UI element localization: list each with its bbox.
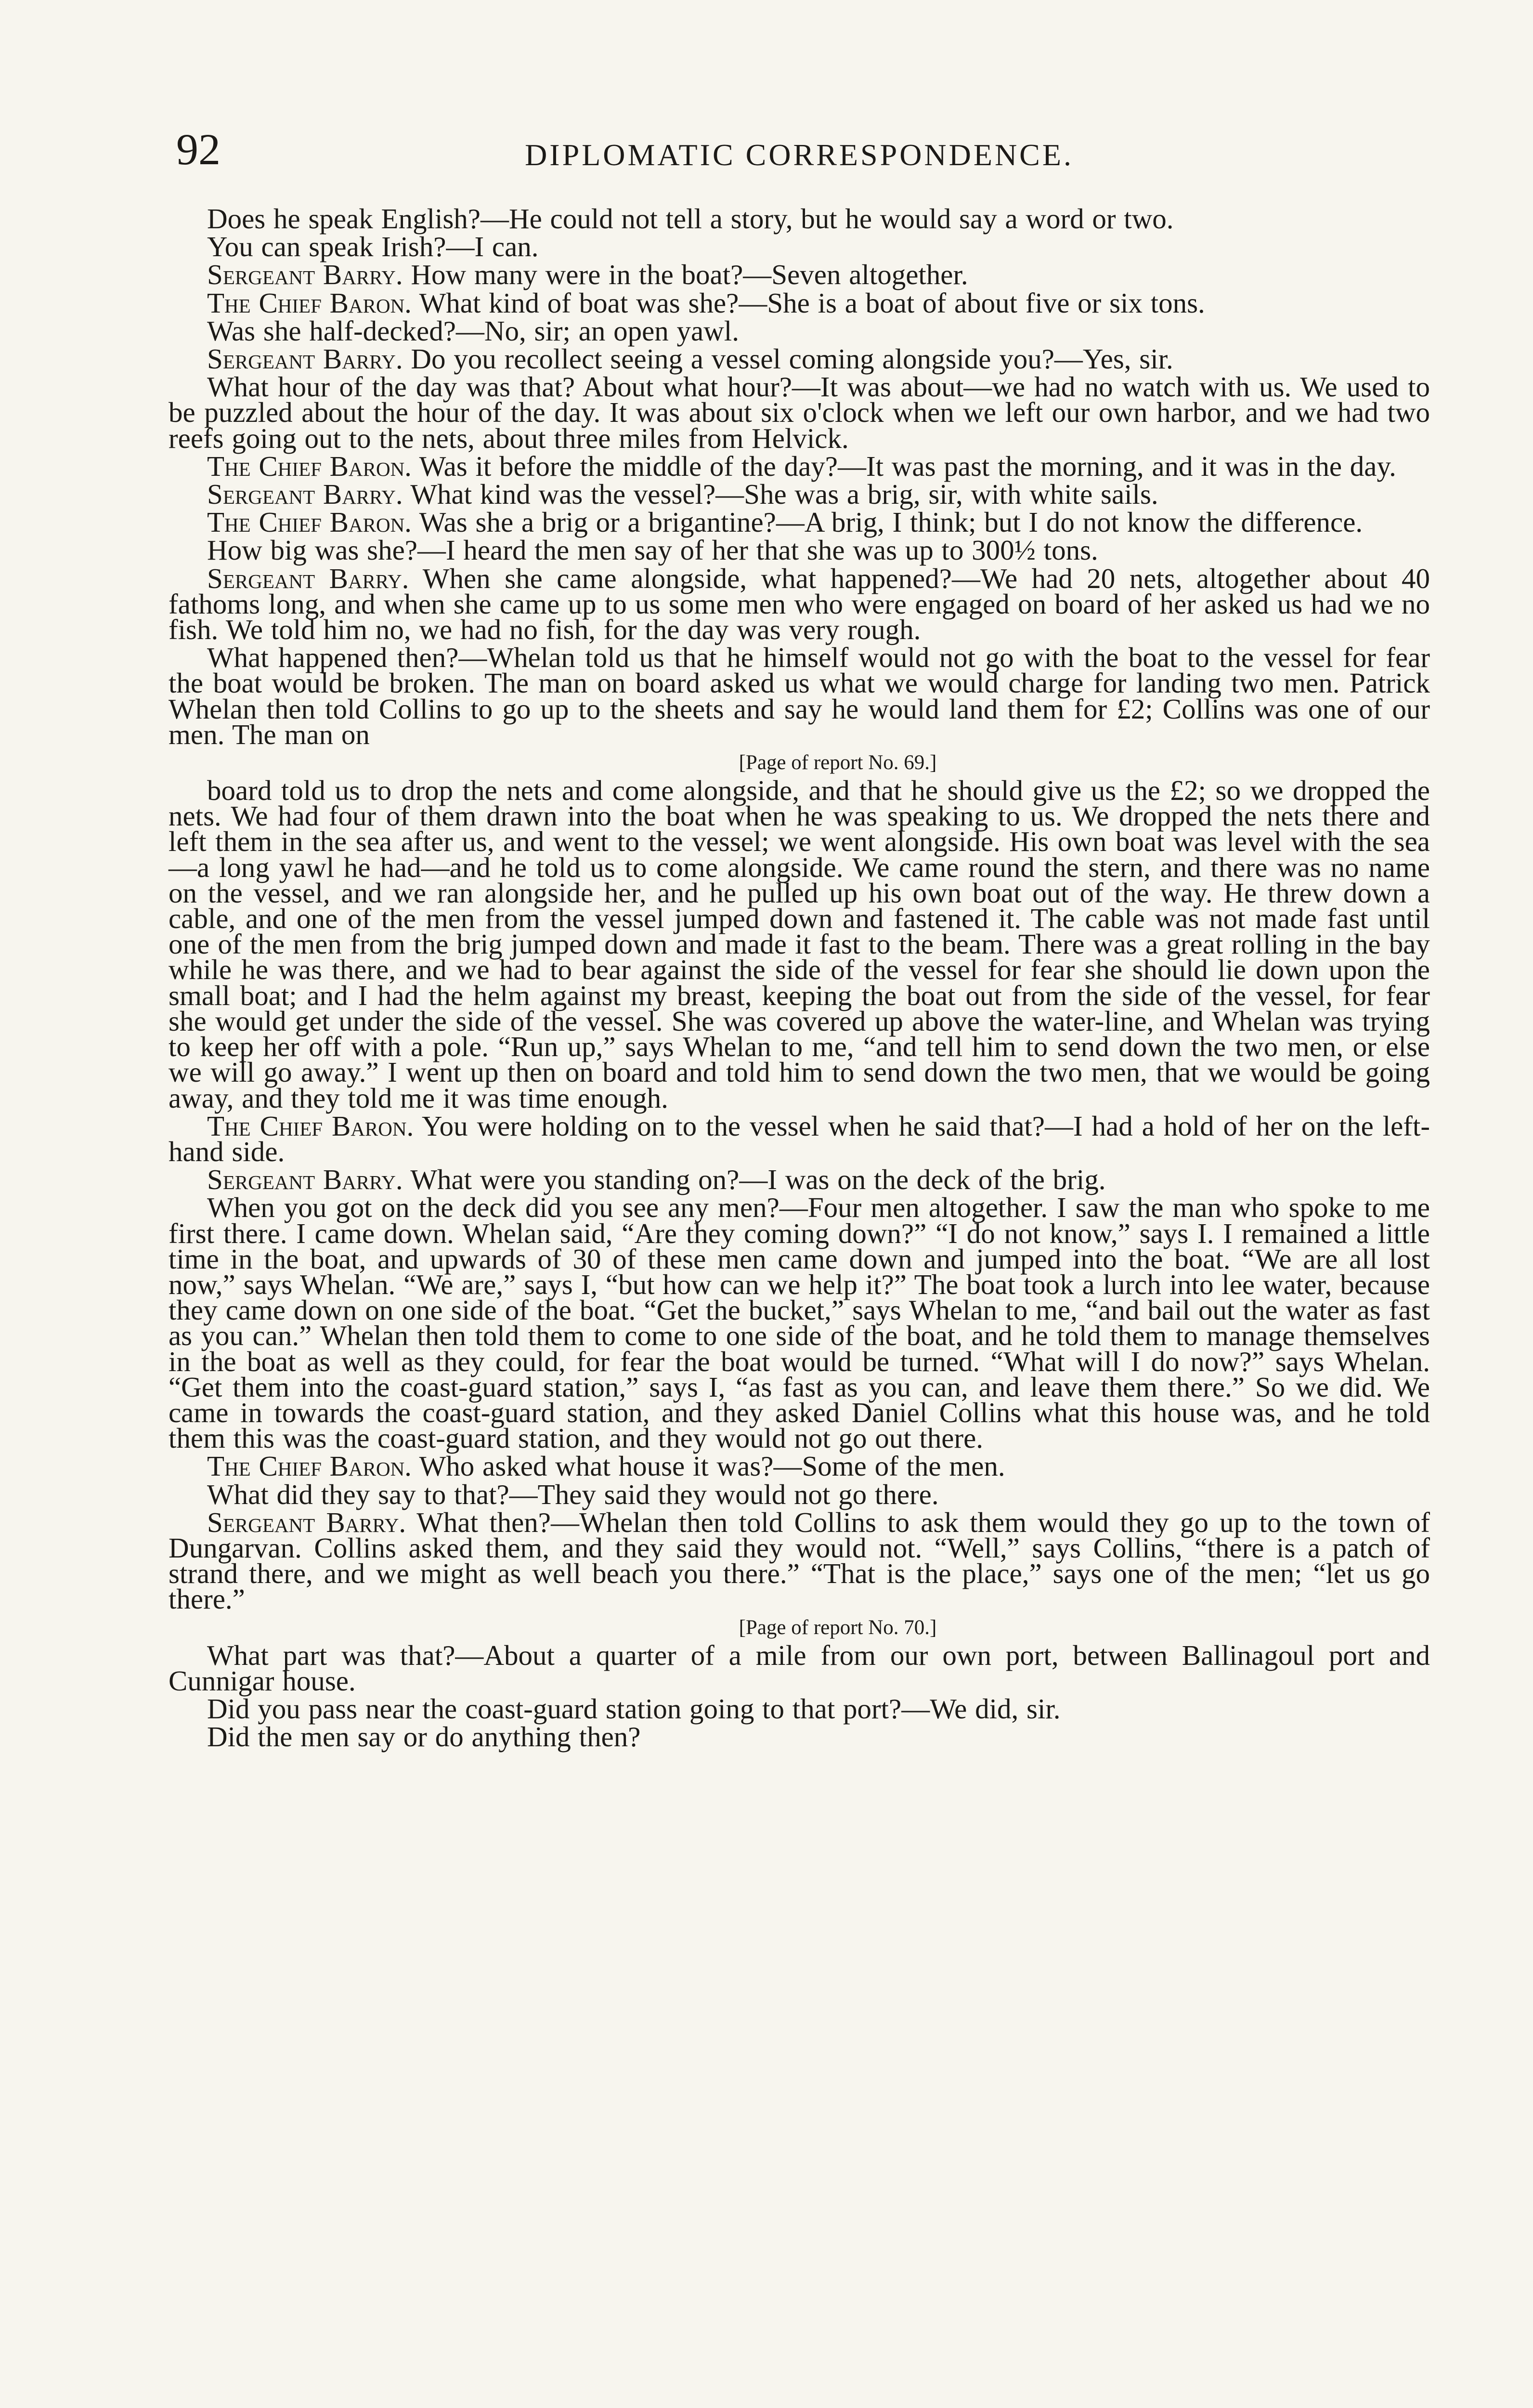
speaker-name: Sergeant Barry.	[207, 1164, 403, 1196]
document-page	[169, 125, 1430, 1752]
testimony-section-2	[169, 774, 1430, 1615]
testimony-paragraph	[169, 774, 1430, 1114]
paragraph-text: Was she half-decked?—No, sir; an open yawl.	[207, 314, 739, 347]
speaker-name: Sergeant Barry.	[207, 259, 403, 291]
testimony-paragraph	[169, 1721, 1430, 1753]
testimony-paragraph	[169, 450, 1430, 482]
paragraph-text: When you got on the deck did you see any men?—Four men altogether. I saw the man who spoke to me first there. I came down. Whelan said, “Are they coming down?” “I do not know,” says I. I remained a little time in the boat, and upwards of 30 of these men came down and jumped into the boat. “We are all lost now,” says Whelan. “We are,” says I, “but how can we help it?” The boat took a lurch into lee water, because they came down on one side of the boat. “Get the bucket,” says Whelan to me, “and bail out the water as fast as you can.” Whelan then told them to come to one side of the boat, and he told them to manage themselves in the boat as well as they could, for fear the boat would be turned. “What will I do now?” says Whelan. “Get them into the coast-guard station,” says I, “as fast as you can, and leave them there.” So we did. We came in towards the coast-guard station, and they asked Daniel Collins what this house was, and he told them this was the coast-guard station, and they would not go out there.	[169, 1191, 1430, 1454]
page-body	[169, 203, 1430, 1753]
paragraph-text: How many were in the boat?—Seven altogether.	[411, 259, 968, 291]
testimony-section-3	[169, 1639, 1430, 1753]
paragraph-text: What did they say to that?—They said they would not go there.	[207, 1478, 939, 1510]
speaker-name: The Chief Baron.	[207, 506, 412, 538]
speaker-name: The Chief Baron.	[207, 287, 412, 319]
testimony-paragraph	[169, 259, 1430, 291]
paragraph-text: What hour of the day was that? About what hour?—It was about—we had no watch with us. We used to be puzzled about the hour of the day. It was about six o'clock when we left our own harbor, and we had two reefs going out to the nets, about three miles from Helvick.	[169, 371, 1430, 454]
paragraph-text: What then?—Whelan then told Collins to ask them would they go up to the town of Dungarvan. Collins asked them, and they said they would not. “Well,” says Collins, “there is a patch of strand there, and we might as well beach you there.” “That is the place,” says one of the men; “let us go there.”	[169, 1506, 1430, 1615]
paragraph-text: Who asked what house it was?—Some of the men.	[419, 1450, 1005, 1482]
testimony-paragraph	[169, 1506, 1430, 1615]
paragraph-text: Did you pass near the coast-guard station going to that port?—We did, sir.	[207, 1692, 1061, 1725]
testimony-paragraph	[169, 641, 1430, 750]
page-number: 92	[176, 125, 221, 174]
testimony-paragraph	[169, 478, 1430, 510]
paragraph-text: How big was she?—I heard the men say of her that she was up to 300½ tons.	[207, 534, 1098, 566]
testimony-paragraph	[169, 1164, 1430, 1196]
testimony-paragraph	[169, 1110, 1430, 1167]
speaker-name: Sergeant Barry.	[207, 343, 403, 375]
testimony-paragraph	[169, 1692, 1430, 1725]
testimony-paragraph	[169, 1191, 1430, 1454]
paragraph-text: Did the men say or do anything then?	[207, 1721, 641, 1753]
testimony-paragraph	[169, 1639, 1430, 1697]
testimony-paragraph	[169, 287, 1430, 319]
testimony-paragraph	[169, 534, 1430, 566]
paragraph-text: What happened then?—Whelan told us that he himself would not go with the boat to the vessel for fear the boat would be broken. The man on board asked us what we would charge for landing two men. Patrick Whelan then told Collins to go up to the sheets and say he would land them for £2; Collins was one of our men. The man on	[169, 641, 1430, 750]
speaker-name: The Chief Baron.	[207, 1450, 412, 1482]
speaker-name: Sergeant Barry.	[207, 1506, 406, 1538]
testimony-paragraph	[169, 1478, 1430, 1510]
paragraph-text: Does he speak English?—He could not tell a story, but he would say a word or two.	[207, 203, 1174, 235]
paragraph-text: Was it before the middle of the day?—It was past the morning, and it was in the day.	[419, 450, 1396, 482]
running-title: DIPLOMATIC CORRESPONDENCE.	[525, 138, 1074, 172]
paragraph-text: You can speak Irish?—I can.	[207, 231, 539, 263]
speaker-name: Sergeant Barry.	[207, 478, 403, 510]
paragraph-text: What kind of boat was she?—She is a boat of about five or six tons.	[419, 287, 1205, 319]
paragraph-text: Do you recollect seeing a vessel coming alongside you?—Yes, sir.	[411, 343, 1173, 375]
testimony-paragraph	[169, 231, 1430, 263]
testimony-paragraph	[169, 343, 1430, 375]
page-header	[169, 125, 1430, 183]
testimony-paragraph	[169, 562, 1430, 646]
speaker-name: Sergeant Barry.	[207, 562, 409, 594]
paragraph-text: You were holding on to the vessel when he said that?—I had a hold of her on the left-hand side.	[169, 1110, 1430, 1167]
paragraph-text: When she came alongside, what happened?—We had 20 nets, altogether about 40 fathoms long, and when she came up to us some men who were engaged on board of her asked us had we no fish. We told him no, we had no fish, for the day was very rough.	[169, 562, 1430, 646]
paragraph-text: What were you standing on?—I was on the deck of the brig.	[410, 1164, 1106, 1196]
page-report-marker: [Page of report No. 70.]	[739, 1616, 937, 1639]
testimony-paragraph	[169, 1450, 1430, 1482]
speaker-name: The Chief Baron.	[207, 450, 412, 482]
testimony-paragraph	[169, 506, 1430, 538]
speaker-name: The Chief Baron.	[207, 1110, 414, 1142]
paragraph-text: Was she a brig or a brigantine?—A brig, I think; but I do not know the difference.	[419, 506, 1363, 538]
paragraph-text: What kind was the vessel?—She was a brig, sir, with white sails.	[410, 478, 1158, 510]
paragraph-text: board told us to drop the nets and come alongside, and that he should give us the £2; so we dropped the nets. We had four of them drawn into the boat when he was speaking to us. We dropped the nets there and left them in the sea after us, and went to the vessel; we went alongside. His own boat was level with the sea—a long yawl he had—and he told us to come alongside. We came round the stern, and there was no name on the vessel, and we ran alongside her, and he pulled up his own boat out of the way. He threw down a cable, and one of the men from the vessel jumped down and fastened it. The cable was not made fast until one of the men from the brig jumped down and made it fast to the beam. There was a great rolling in the bay while he was there, and we had to bear against the side of the vessel for fear she should lie down upon the small boat; and I had the helm against my breast, keeping the boat out from the side of the vessel, for fear she would get under the side of the vessel. She was covered up above the water-line, and Whelan was trying to keep her off with a pole. “Run up,” says Whelan to me, “and tell him to send down the two men, or else we will go away.” I went up then on board and told him to send down the two men, that we would be going away, and they told me it was time enough.	[169, 774, 1430, 1114]
testimony-paragraph	[169, 203, 1430, 235]
testimony-paragraph	[169, 371, 1430, 454]
testimony-section-1	[169, 203, 1430, 750]
page-report-marker: [Page of report No. 69.]	[739, 751, 937, 774]
paragraph-text: What part was that?—About a quarter of a mile from our own port, between Ballinagoul port and Cunnigar house.	[169, 1639, 1430, 1697]
testimony-paragraph	[169, 314, 1430, 347]
